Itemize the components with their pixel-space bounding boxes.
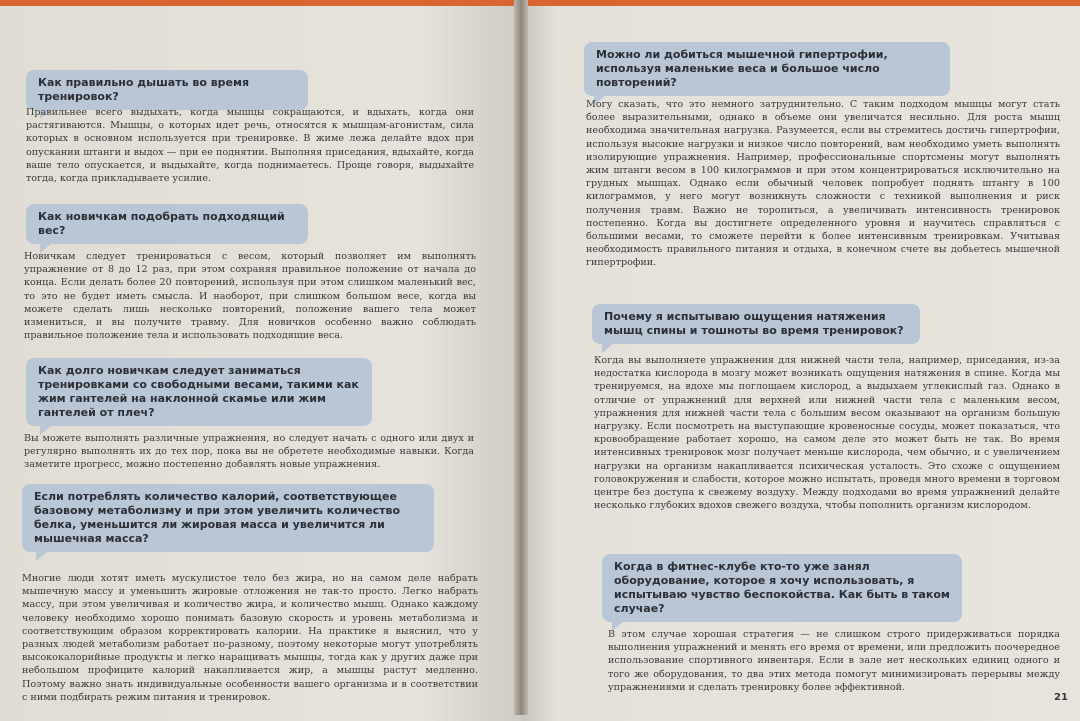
question-text: Когда в фитнес-клубе кто-то уже занял оборудование, которое я хочу использовать, я испытываю чувство беспокойства. Как быть в таком случае? (614, 560, 950, 615)
answer-free-weights: Вы можете выполнять различные упражнения, но следует начать с одного или двух и регулярно выполнять их до тех пор, пока вы не обретете необходимые навыки. Когда заметите прогресс, можно постепенно добавлять новые упражнения. (24, 433, 474, 471)
question-bubble-equipment (602, 554, 962, 622)
bubble-tail (36, 551, 48, 561)
question-bubble-breathing (26, 70, 308, 110)
question-text: Можно ли добиться мышечной гипертрофии, используя маленькие веса и большое число повторений? (596, 48, 888, 89)
question-text: Почему я испытываю ощущения натяжения мышц спины и тошноты во время тренировок? (604, 310, 904, 337)
left-page (0, 6, 522, 721)
answer-hypertrophy: Могу сказать, что это немного затруднительно. С таким подходом мышцы могут стать более выразительными, однако в объеме они увеличатся несильно. Для роста мышц необходима значительная нагрузка. Разумеется, если вы стремитесь достичь гипертрофии, используя высокие нагрузки и низкое число повторений, вам необходимо уметь выполнять изолирующие упражнения. Например, профессиональные спортсмены могут выполнять жим штанги весом в 100 килограммов и при этом концентрироваться исключительно на грудных мышцах. Однако если обычный человек попробует поднять штангу в 100 килограммов, у него могут возникнуть сложности с техникой выполнения и риск получения травм. Важно не торопиться, а увеличивать интенсивность тренировок постепенно. Когда вы достигнете определенного уровня и научитесь справляться с большими весами, то сможете перейти к более интенсивным тренировкам. Учитывая необходимость правильного питания и отдыха, в конечном счете вы добьетесь мышечной гипертрофии. (586, 99, 1060, 269)
question-text: Как правильно дышать во время тренировок? (38, 76, 250, 103)
question-bubble-weight (26, 204, 308, 244)
question-bubble-back-tension (592, 304, 920, 344)
answer-calories: Многие люди хотят иметь мускулистое тело без жира, но на самом деле набрать мышечную массу и уменьшить жировые отложения не так-то просто. Легко набрать массу, при этом увеличивая и количество жира, и количество мышц. Однако каждому человеку необходимо хорошо понимать базовую скорость и уровень метаболизма и соответствующим образом корректировать калории. На практике я выяснил, что у разных людей метаболизм работает по-разному, поэтому некоторые могут употреблять высококалорийные продукты и легко наращивать мышцы, тогда как у других даже при небольшом профиците калорий накапливается жир, а мышцы растут медленно. Поэтому важно знать индивидуальные особенности вашего организма и в соответствии с ними подбирать режим питания и тренировок. (22, 573, 478, 703)
page-number: 21 (1054, 692, 1068, 703)
bubble-tail (602, 343, 614, 353)
question-text: Как долго новичкам следует заниматься тренировками со свободными весами, такими как жим гантелей на наклонной скамье или жим гантелей от плеч? (38, 364, 359, 419)
question-bubble-hypertrophy (584, 42, 950, 96)
question-text: Как новичкам подобрать подходящий вес? (38, 210, 285, 237)
answer-weight: Новичкам следует тренироваться с весом, который позволяет им выполнять упражнение от 8 до 12 раз, при этом сохраняя правильное положение от начала до конца. Если делать более 20 повторений, используя при этом слишком маленький вес, то это не будет иметь смысла. И наоборот, при слишком большом весе, когда вы можете сделать лишь несколько повторений, положение вашего тела может измениться, и вы получите травму. Для новичков особенно важно соблюдать правильное положение тела и использовать подходящие веса. (24, 251, 476, 342)
answer-back-tension: Когда вы выполняете упражнения для нижней части тела, например, приседания, из-за недостатка кислорода в мозгу может возникать ощущения натяжения в спине. Когда мы тренируемся, на вдохе мы поглощаем кислород, а выдыхаем углекислый газ. Однако в отличие от упражнений для верхней или нижней части тела с маленьким весом, упражнения для нижней части тела с большим весом оказывают на организм большую нагрузку. Если посмотреть на выступающие кровеносные сосуды, может показаться, что кровообращение работает хорошо, на самом деле это может быть не так. Во время интенсивных тренировок мозг получает меньше кислорода, чем обычно, и с увеличением нагрузки на организм накапливается психическая усталость. Это схоже с ощущением головокружения и слабости, которое можно испытать, проведя много времени в торговом центре без доступа к свежему воздуху. Между подходами во время упражнений делайте несколько глубоких вдохов свежего воздуха, чтобы пополнить организм кислородом. (594, 355, 1060, 512)
question-bubble-calories (22, 484, 434, 552)
question-text: Если потреблять количество калорий, соответствующее базовому метаболизму и при этом увеличить количество белка, уменьшится ли жировая масса и увеличится ли мышечная масса? (34, 490, 401, 545)
right-page (522, 6, 1080, 721)
book-gutter (514, 0, 528, 715)
answer-breathing: Правильнее всего выдыхать, когда мышцы сокращаются, и вдыхать, когда они растягиваются. Мышцы, о которых идет речь, относятся к мышцам-агонистам, сила которых в основном используется при тренировке. В жиме лежа делайте вдох при опускании штанги и выдох — при ее поднятии. Выполняя приседания, вдыхайте, когда ваше тело опускается, и выдыхайте, когда поднимаетесь. Проще говоря, выдыхайте тогда, когда прикладываете усилие. (26, 107, 474, 185)
answer-equipment: В этом случае хорошая стратегия — не слишком строго придерживаться порядка выполнения упражнений и менять его время от времени, или предложить поочередное использование спортивного инвентаря. Если в зале нет нескольких единиц одного и того же оборудования, то два этих метода помогут минимизировать перерывы между упражнениями и сделать тренировку более эффективной. (608, 629, 1060, 693)
question-bubble-free-weights (26, 358, 372, 426)
